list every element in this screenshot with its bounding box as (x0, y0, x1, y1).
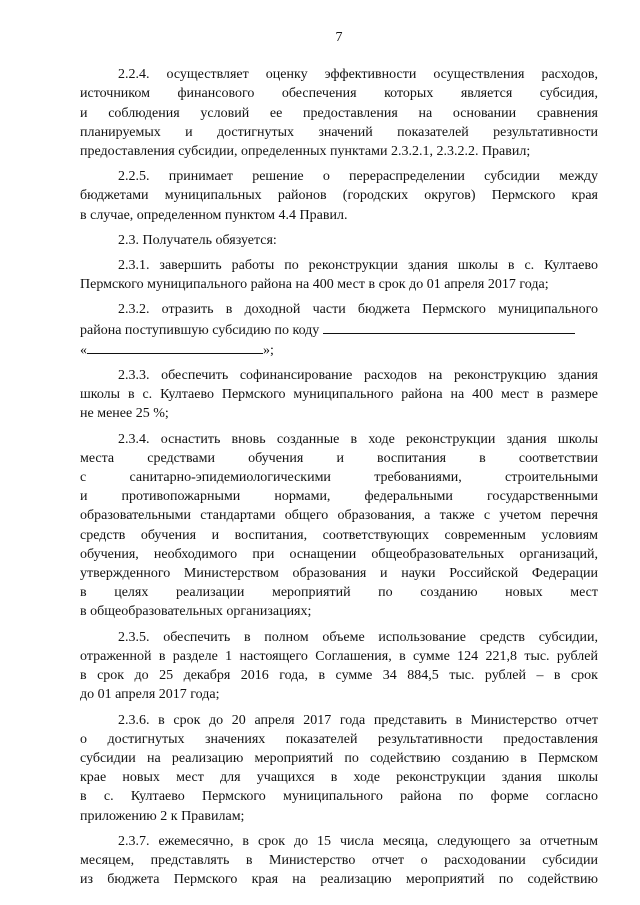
text-line: крае новых мест для учащихся в ходе реконструкции здания школы (80, 770, 598, 786)
text-line: и противопожарными нормами, федеральными государственными (80, 489, 598, 505)
text-line: образовательными стандартами общего образования, а также с учетом перечня (80, 508, 598, 524)
text-line: Пермского муниципального района на 400 мест в срок до 01 апреля 2017 года; (80, 277, 549, 293)
text-line: и соблюдения условий ее предоставления на основании сравнения (80, 105, 598, 121)
text-line: 2.3.1. завершить работы по реконструкции здания школы в с. Култаево (118, 258, 598, 274)
text-line: не менее 25 %; (80, 406, 169, 422)
page-number: 7 (335, 30, 343, 45)
text-line: о достигнутых значениях показателей результативности предоставления (80, 731, 598, 747)
paragraph-2-3-2 (80, 300, 598, 360)
text-line: в общеобразовательных организациях; (80, 604, 312, 620)
close-quote: »; (263, 342, 274, 358)
paragraph-2-2-4 (80, 65, 598, 161)
text-line: отраженной в разделе 1 настоящего Соглашения, в сумме 124 221,8 тыс. рублей (80, 648, 598, 664)
text-line: приложению 2 к Правилам; (80, 808, 245, 824)
text-line: субсидии на реализацию мероприятий по содействию созданию в Пермском (80, 750, 598, 766)
text-line (80, 340, 598, 360)
text-fragment: района поступившую субсидию по коду (80, 322, 320, 338)
paragraph-2-3-4 (80, 430, 598, 622)
text-line: средств обучения и воспитания, соответствующих современным условиям (80, 527, 598, 543)
text-line: планируемых и достигнутых значений показателей результативности (80, 124, 598, 140)
text-line: утвержденного Министерством образования и науки Российской Федерации (80, 566, 598, 582)
paragraph-2-3 (80, 231, 598, 250)
text-line: 2.3.5. обеспечить в полном объеме использование средств субсидии, (118, 629, 598, 645)
text-line: школы в с. Култаево Пермского муниципального района на 400 мест в размере (80, 387, 598, 403)
blank-line (87, 340, 263, 354)
paragraph-2-2-5 (80, 167, 598, 225)
text-line (80, 320, 598, 340)
open-quote: « (80, 342, 87, 358)
text-line: из бюджета Пермского края на реализацию мероприятий по содействию (80, 872, 598, 888)
text-line: обучения, необходимого при оснащении общеобразовательных организаций, (80, 546, 598, 562)
text-line: места средствами обучения и воспитания в соответствии (80, 450, 598, 466)
paragraph-2-3-7 (80, 832, 598, 890)
text-line: 2.2.5. принимает решение о перераспределении субсидии между (118, 169, 598, 185)
blank-line (323, 320, 575, 334)
paragraph-2-3-6 (80, 711, 598, 826)
text-line: источником финансового обеспечения которых является субсидия, (80, 86, 598, 102)
text-line: бюджетами муниципальных районов (городских округов) Пермского края (80, 188, 598, 204)
text-line: в с. Култаево Пермского муниципального района по форме согласно (80, 789, 598, 805)
document-page (80, 28, 598, 889)
paragraph-2-3-1 (80, 256, 598, 294)
paragraph-2-3-3 (80, 366, 598, 424)
text-line: в целях реализации мероприятий по созданию новых мест (80, 585, 598, 601)
text-line: 2.2.4. осуществляет оценку эффективности осуществления расходов, (118, 67, 598, 83)
text-line: до 01 апреля 2017 года; (80, 687, 220, 703)
text-line: 2.3. Получатель обязуется: (118, 232, 277, 248)
text-line: с санитарно-эпидемиологическими требованиями, строительными (80, 470, 598, 486)
text-line: в случае, определенном пунктом 4.4 Правил. (80, 207, 348, 223)
text-line: 2.3.7. ежемесячно, в срок до 15 числа месяца, следующего за отчетным (118, 833, 598, 849)
text-line: 2.3.6. в срок до 20 апреля 2017 года представить в Министерство отчет (118, 712, 598, 728)
text-line: 2.3.4. оснастить вновь созданные в ходе реконструкции здания школы (118, 431, 598, 447)
text-line: 2.3.3. обеспечить софинансирование расходов на реконструкцию здания (118, 368, 598, 384)
text-line: 2.3.2. отразить в доходной части бюджета Пермского муниципального (118, 302, 598, 318)
text-line: месяцем, представлять в Министерство отчет о расходовании субсидии (80, 852, 598, 868)
text-line: в срок до 25 декабря 2016 года, в сумме 34 884,5 тыс. рублей – в срок (80, 668, 598, 684)
paragraph-2-3-5 (80, 628, 598, 705)
text-line: предоставления субсидии, определенных пунктами 2.3.2.1, 2.3.2.2. Правил; (80, 144, 531, 160)
